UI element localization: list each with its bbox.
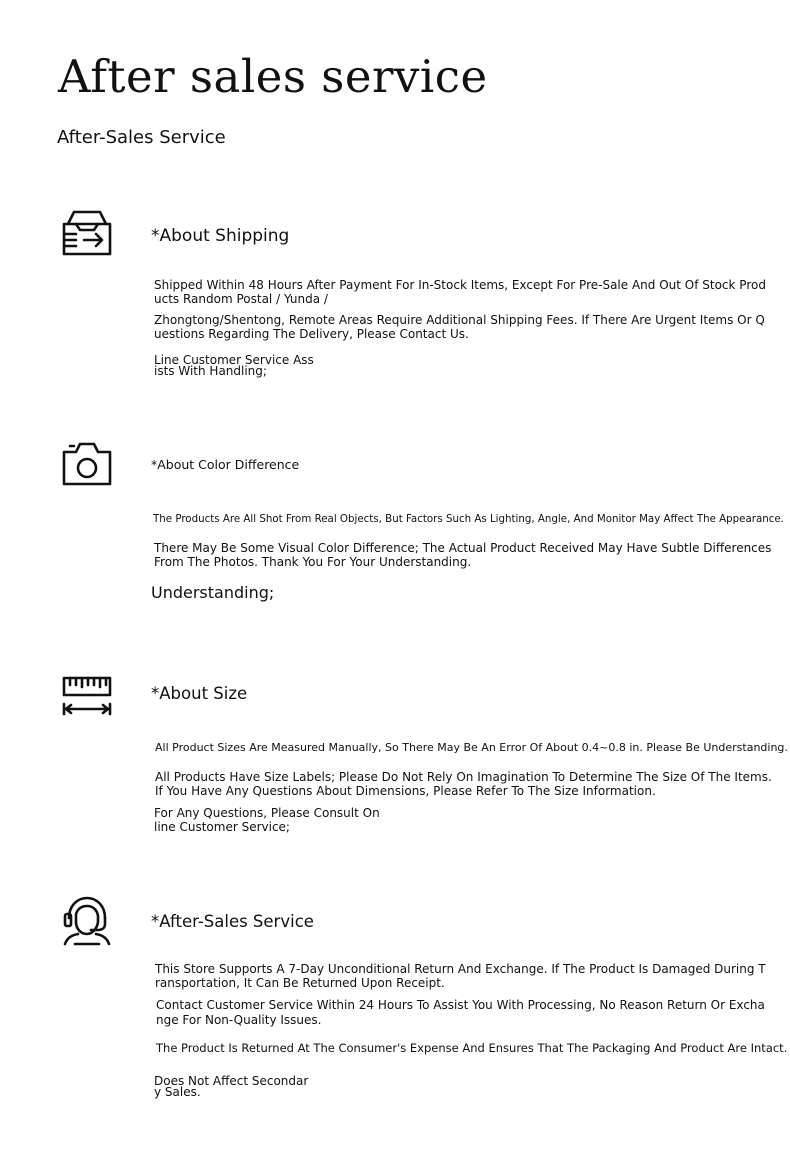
- size-line-2: All Products Have Size Labels; Please Do Not Rely On Imagination To Determine The Size Of The Items.: [155, 770, 772, 784]
- color-line-3: From The Photos. Thank You For Your Understanding.: [154, 555, 472, 569]
- shipping-line-4: uestions Regarding The Delivery, Please Contact Us.: [154, 327, 469, 341]
- page-subtitle: After-Sales Service: [57, 127, 226, 148]
- size-line-1: All Product Sizes Are Measured Manually, So There May Be An Error Of About 0.4~0.8 in. Please Be Understanding.: [155, 741, 788, 754]
- shipping-line-2: ucts Random Postal / Yunda /: [154, 292, 328, 306]
- camera-icon: [60, 438, 114, 492]
- headset-icon: [60, 894, 114, 948]
- after-sales-line-5: The Product Is Returned At The Consumer's Expense And Ensures That The Packaging And Product Are Intact.: [156, 1041, 788, 1055]
- after-sales-line-4: nge For Non-Quality Issues.: [156, 1013, 322, 1027]
- shipping-line-3: Zhongtong/Shentong, Remote Areas Require Additional Shipping Fees. If There Are Urgent Items Or Q: [154, 313, 765, 327]
- color-line-1: The Products Are All Shot From Real Objects, But Factors Such As Lighting, Angle, And Monitor May Affect The Appearance.: [153, 513, 784, 525]
- color-line-2: There May Be Some Visual Color Difference; The Actual Product Received May Have Subtle Differences: [154, 541, 772, 555]
- after-sales-line-3: Contact Customer Service Within 24 Hours To Assist You With Processing, No Reason Return Or Excha: [156, 998, 765, 1012]
- section-heading-shipping: *About Shipping: [151, 226, 290, 246]
- shipping-line-5: Line Customer Service Ass: [154, 353, 314, 367]
- size-line-5: line Customer Service;: [154, 820, 290, 834]
- section-heading-size: *About Size: [151, 684, 248, 703]
- after-sales-line-1: This Store Supports A 7-Day Unconditional Return And Exchange. If The Product Is Damaged During T: [155, 962, 766, 976]
- after-sales-line-7: y Sales.: [154, 1085, 201, 1099]
- section-heading-color: *About Color Difference: [151, 457, 300, 472]
- after-sales-line-2: ransportation, It Can Be Returned Upon Receipt.: [155, 976, 445, 990]
- size-line-3: If You Have Any Questions About Dimensions, Please Refer To The Size Information.: [155, 784, 656, 798]
- color-line-4: Understanding;: [151, 583, 275, 602]
- size-line-4: For Any Questions, Please Consult On: [154, 806, 380, 820]
- shipping-line-6: ists With Handling;: [154, 364, 267, 378]
- after-sales-line-6: Does Not Affect Secondar: [154, 1074, 309, 1088]
- box-arrow-icon: [60, 208, 114, 262]
- ruler-icon: [60, 672, 114, 726]
- section-heading-after-sales: *After-Sales Service: [151, 912, 314, 931]
- page-title: After sales service: [58, 50, 488, 103]
- shipping-line-1: Shipped Within 48 Hours After Payment For In-Stock Items, Except For Pre-Sale And Out Of Stock Prod: [154, 278, 766, 292]
